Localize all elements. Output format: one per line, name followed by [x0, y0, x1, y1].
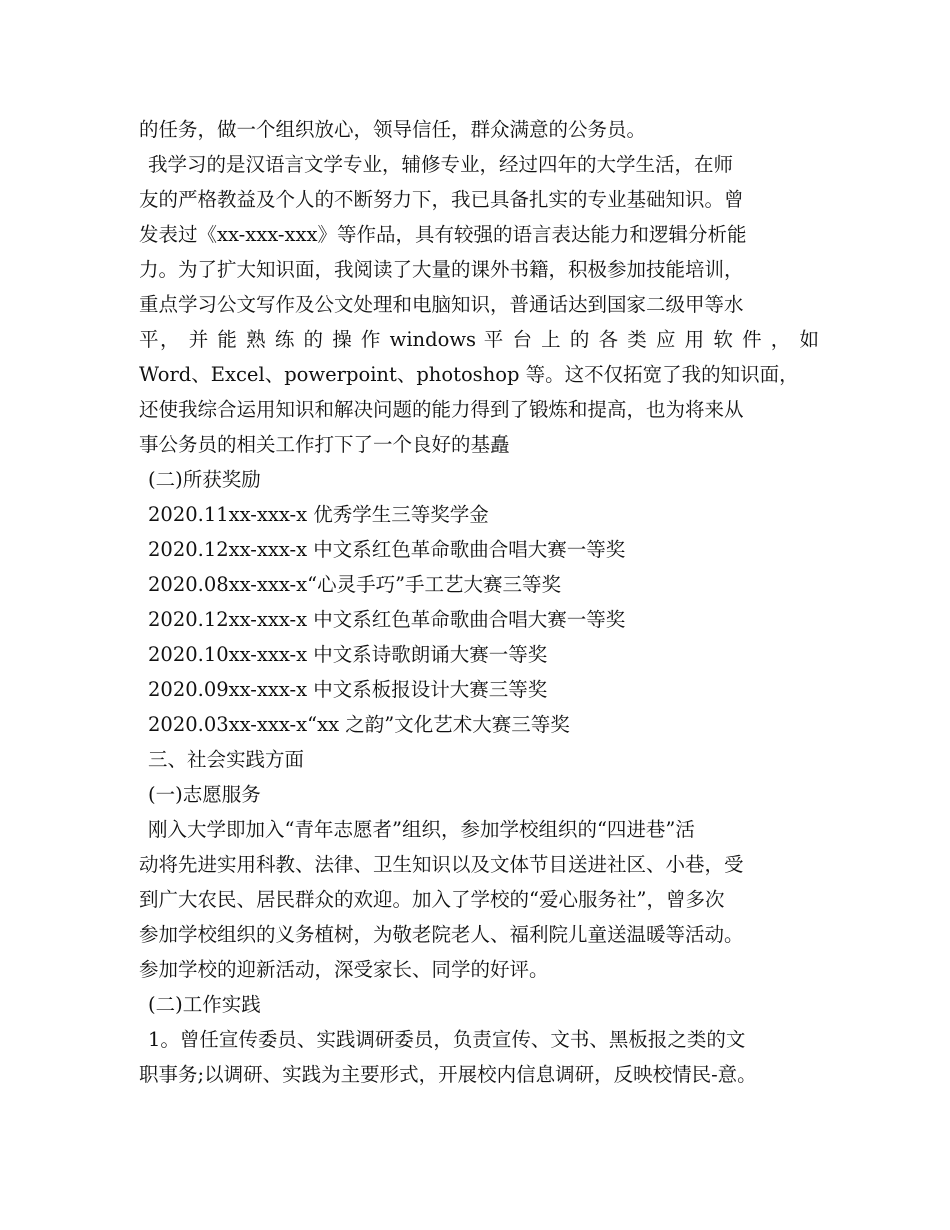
paragraph-line: 还使我综合运用知识和解决问题的能力得到了锻炼和提高，也为将来从 — [139, 398, 744, 421]
award-item: 2020.10xx-xxx-x 中文系诗歌朗诵大赛一等奖 — [148, 643, 548, 666]
award-item: 2020.09xx-xxx-x 中文系板报设计大赛三等奖 — [148, 678, 548, 701]
paragraph-line: 平， 并 能 熟 练 的 操 作 windows 平 台 上 的 各 类 应 用 软 件 ， 如 — [139, 328, 819, 351]
paragraph-line: 事公务员的相关工作打下了一个良好的基矗 — [139, 433, 510, 456]
paragraph-line: 我学习的是汉语言文学专业，辅修专业，经过四年的大学生活，在师 — [148, 153, 734, 176]
paragraph-line: 参加学校的迎新活动，深受家长、同学的好评。 — [139, 958, 549, 981]
subsection-heading: (二)工作实践 — [148, 993, 261, 1016]
paragraph-line: 职事务;以调研、实践为主要形式，开展校内信息调研，反映校情民-意。 — [139, 1063, 757, 1086]
section-heading: 三、社会实践方面 — [148, 748, 305, 771]
paragraph-line: 友的严格教益及个人的不断努力下，我已具备扎实的专业基础知识。曾 — [139, 188, 744, 211]
award-item: 2020.03xx-xxx-x“xx 之韵”文化艺术大赛三等奖 — [148, 713, 570, 736]
paragraph-line: 到广大农民、居民群众的欢迎。加入了学校的“爱心服务社”，曾多次 — [139, 888, 725, 911]
award-item: 2020.11xx-xxx-x 优秀学生三等奖学金 — [148, 503, 489, 526]
section-heading: (二)所获奖励 — [148, 468, 261, 491]
paragraph-line: 动将先进实用科教、法律、卫生知识以及文体节目送进社区、小巷，受 — [139, 853, 744, 876]
subsection-heading: (一)志愿服务 — [148, 783, 261, 806]
paragraph-line: 发表过《xx-xxx-xxx》等作品，具有较强的语言表达能力和逻辑分析能 — [139, 223, 747, 246]
paragraph-line: 1。曾任宣传委员、实践调研委员，负责宣传、文书、黑板报之类的文 — [148, 1028, 746, 1051]
document-body — [139, 112, 819, 1092]
award-item: 2020.12xx-xxx-x 中文系红色革命歌曲合唱大赛一等奖 — [148, 608, 626, 631]
paragraph-line: Word、Excel、powerpoint、photoshop 等。这不仅拓宽了我的知识面， — [139, 363, 799, 386]
paragraph-line: 参加学校组织的义务植树，为敬老院老人、福利院儿童送温暖等活动。 — [139, 923, 744, 946]
paragraph-line: 刚入大学即加入“青年志愿者”组织，参加学校组织的“四进巷”活 — [148, 818, 695, 841]
award-item: 2020.08xx-xxx-x“心灵手巧”手工艺大赛三等奖 — [148, 573, 562, 596]
paragraph-line: 重点学习公文写作及公文处理和电脑知识，普通话达到国家二级甲等水 — [139, 293, 744, 316]
paragraph-line: 力。为了扩大知识面，我阅读了大量的课外书籍，积极参加技能培训， — [139, 258, 744, 281]
paragraph-line: 的任务，做一个组织放心，领导信任，群众满意的公务员。 — [139, 118, 647, 141]
award-item: 2020.12xx-xxx-x 中文系红色革命歌曲合唱大赛一等奖 — [148, 538, 626, 561]
